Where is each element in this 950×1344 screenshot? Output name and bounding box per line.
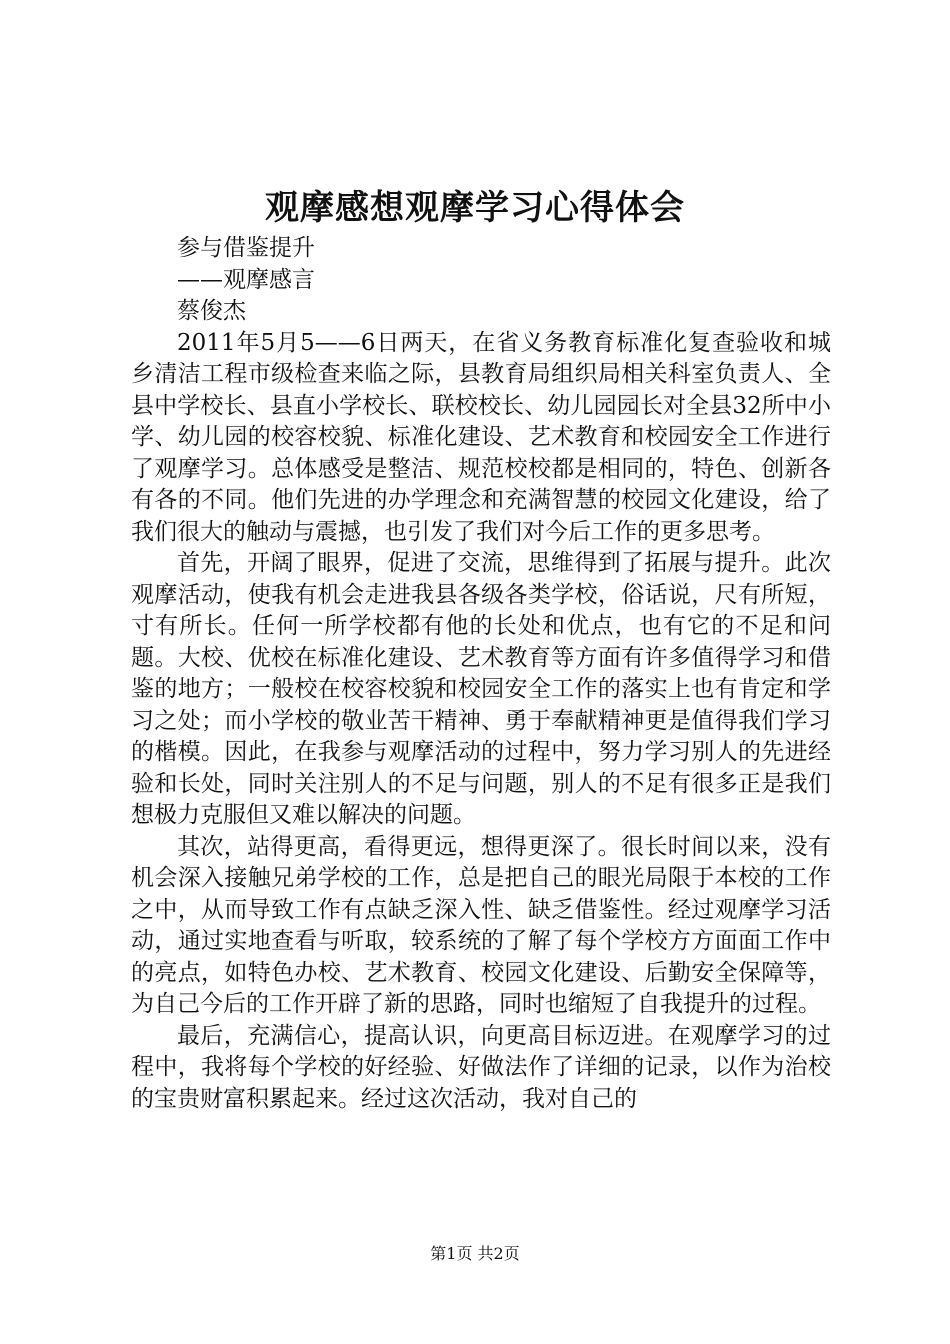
document-title: 观摩感想观摩学习心得体会 <box>265 188 685 228</box>
paragraph-last: 最后，充满信心，提高认识，向更高目标迈进。在观摩学习的过程中，我将每个学校的好经验、好做法作了详细的记录，以作为治校的宝贵财富积累起来。经过这次活动，我对自己的 <box>131 1022 831 1112</box>
document-subheading: ——观摩感言 <box>177 266 315 293</box>
paragraph-first: 首先，开阔了眼界，促进了交流，思维得到了拓展与提升。此次观摩活动，使我有机会走进我县各级各类学校，俗话说，尺有所短，寸有所长。任何一所学校都有他的长处和优点，也有它的不足和问题。大校、优校在标准化建设、艺术教育等方面有许多值得学习和借鉴的地方；一般校在校容校貌和校园安全工作的落实上也有肯定和学习之处；而小学校的敬业苦干精神、勇于奉献精神更是值得我们学习的楷模。因此，在我参与观摩活动的过程中，努力学习别人的先进经验和长处，同时关注别人的不足与问题，别人的不足有很多正是我们想极力克服但又难以解决的问题。 <box>131 550 831 828</box>
document-author: 蔡俊杰 <box>177 298 246 324</box>
document-body <box>131 233 831 1115</box>
paragraph-second: 其次，站得更高，看得更远，想得更深了。很长时间以来，没有机会深入接触兄弟学校的工作，总是把自己的眼光局限于本校的工作之中，从而导致工作有点缺乏深入性、缺乏借鉴性。经过观摩学习活动，通过实地查看与听取，较系统的了解了每个学校方方面面工作中的亮点，如特色办校、艺术教育、校园文化建设、后勤安全保障等，为自己今后的工作开辟了新的思路，同时也缩短了自我提升的过程。 <box>131 833 831 1017</box>
paragraph-intro: 2011年5月5——6日两天，在省义务教育标准化复查验收和城乡清洁工程市级检查来临之际，县教育局组织局相关科室负责人、全县中学校长、县直小学校长、联校校长、幼儿园园长对全县32所中小学、幼儿园的校容校貌、标准化建设、艺术教育和校园安全工作进行了观摩学习。总体感受是整洁、规范校校都是相同的，特色、创新各有各的不同。他们先进的办学理念和充满智慧的校园文化建设，给了我们很大的触动与震撼，也引发了我们对今后工作的更多思考。 <box>131 329 831 545</box>
page-number-footer: 第1页 共2页 <box>430 1244 520 1263</box>
document-subtitle: 参与借鉴提升 <box>177 235 315 261</box>
